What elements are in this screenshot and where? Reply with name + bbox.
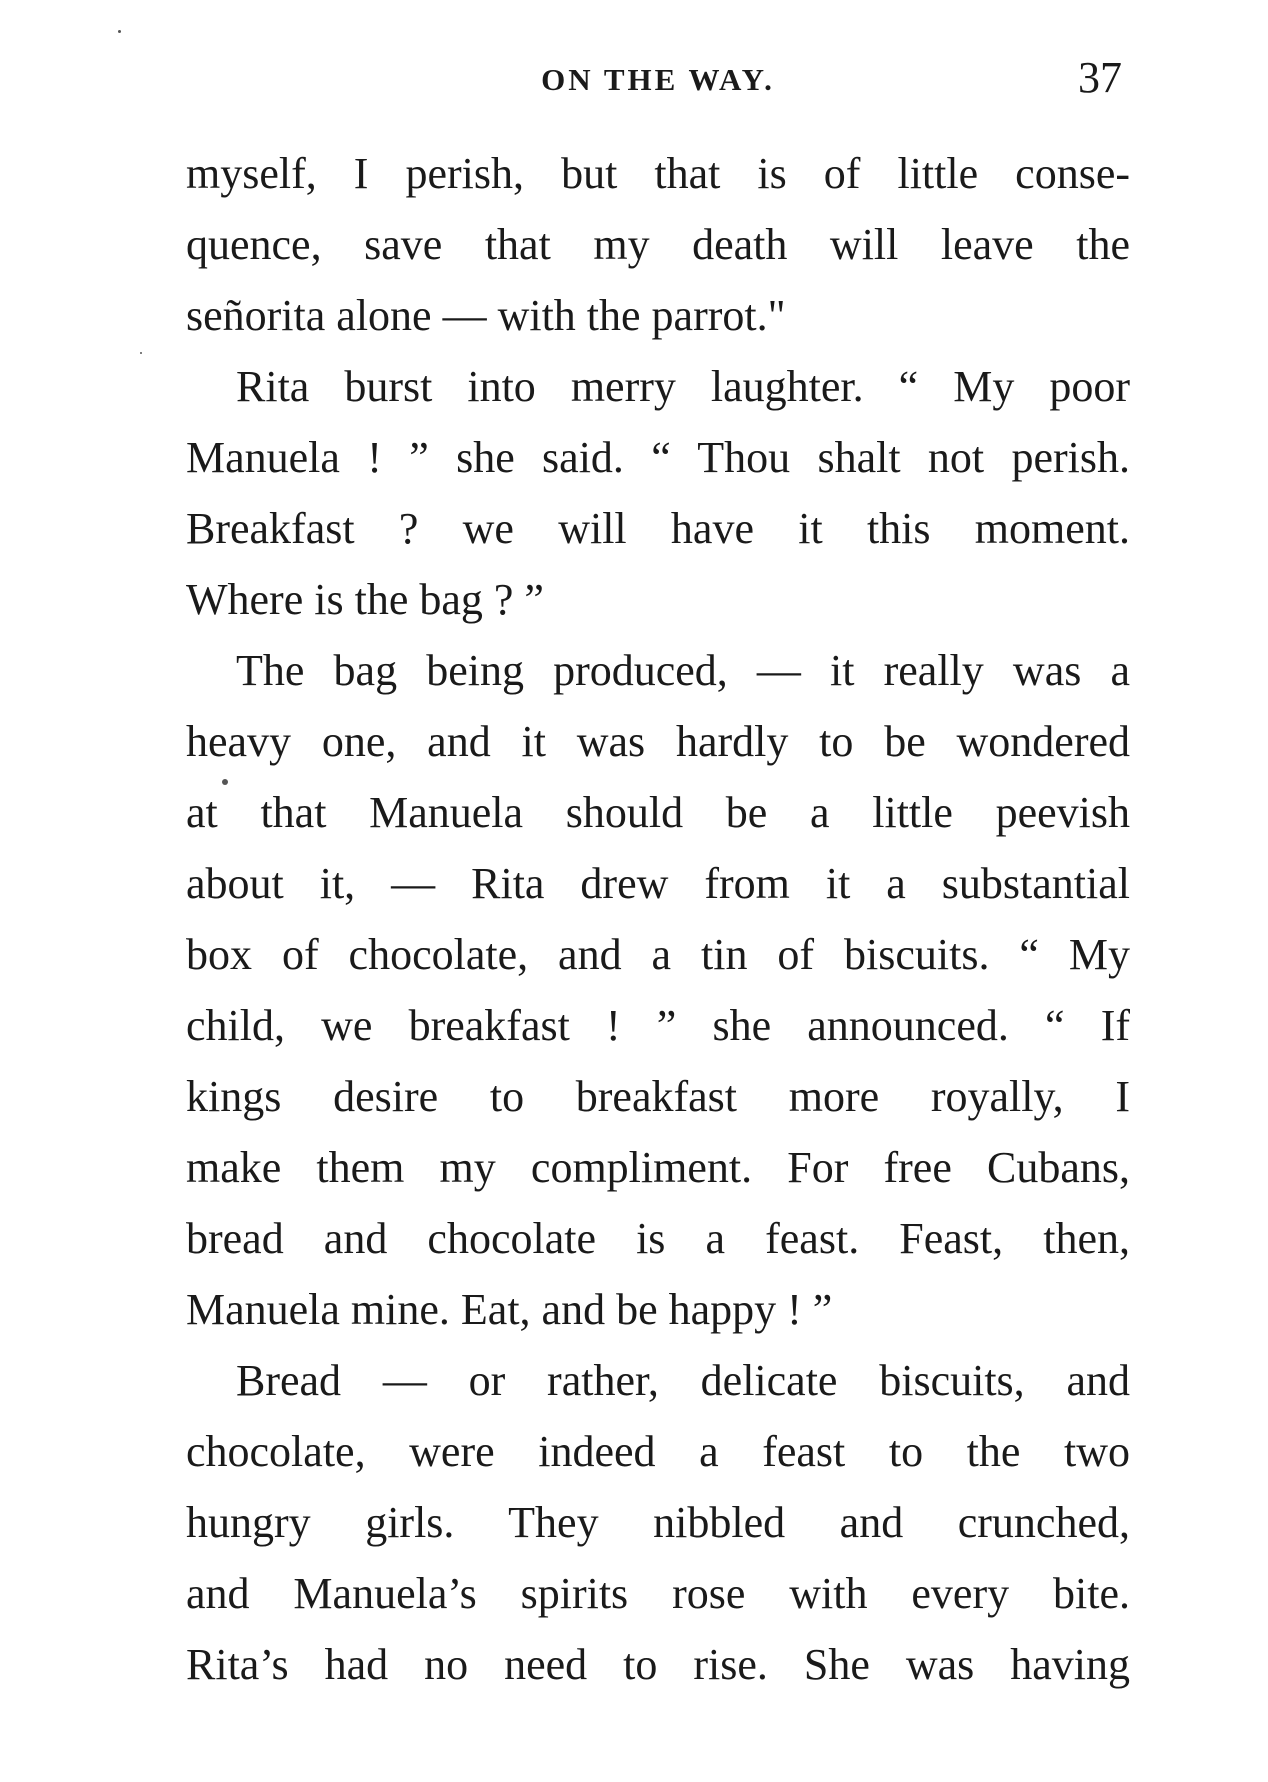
paper-speck (118, 30, 121, 33)
text-line: at that Manuela should be a little peevish (186, 788, 1130, 837)
text-line: Bread — or rather, delicate biscuits, and (236, 1356, 1130, 1405)
text-line: señorita alone — with the parrot." (186, 291, 786, 340)
text-line: chocolate, were indeed a feast to the two (186, 1427, 1130, 1476)
text-line: box of chocolate, and a tin of biscuits. “ My (186, 930, 1130, 979)
text-line: myself, I perish, but that is of little conse- (186, 149, 1130, 198)
running-head-title: ON THE WAY. (541, 62, 775, 97)
paper-speck (140, 352, 142, 354)
running-head (186, 52, 1130, 112)
text-line: hungry girls. They nibbled and crunched, (186, 1498, 1130, 1547)
text-line: quence, save that my death will leave the (186, 220, 1130, 269)
text-line: Rita burst into merry laughter. “ My poor (236, 362, 1130, 411)
text-line: Rita’s had no need to rise. She was having (186, 1640, 1130, 1689)
text-line: and Manuela’s spirits rose with every bite. (186, 1569, 1130, 1618)
text-line: heavy one, and it was hardly to be wondered (186, 717, 1130, 766)
text-line: Breakfast ? we will have it this moment. (186, 504, 1130, 553)
text-line: child, we breakfast ! ” she announced. “ If (186, 1001, 1130, 1050)
text-line: Manuela ! ” she said. “ Thou shalt not perish. (186, 433, 1130, 482)
body-text (186, 138, 1130, 1700)
paper-speck (222, 779, 228, 785)
page-number: 37 (1078, 53, 1122, 102)
text-line: kings desire to breakfast more royally, I (186, 1072, 1130, 1121)
text-line: The bag being produced, — it really was a (236, 646, 1130, 695)
text-line: Manuela mine. Eat, and be happy ! ” (186, 1285, 833, 1334)
text-line: Where is the bag ? ” (186, 575, 544, 624)
text-line: about it, — Rita drew from it a substantial (186, 859, 1130, 908)
text-line: bread and chocolate is a feast. Feast, then, (186, 1214, 1130, 1263)
text-line: make them my compliment. For free Cubans, (186, 1143, 1130, 1192)
